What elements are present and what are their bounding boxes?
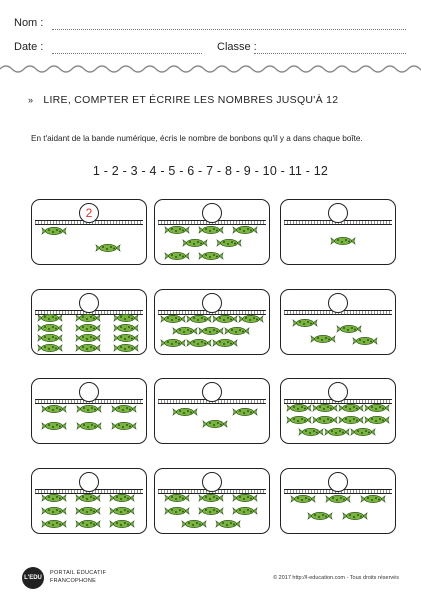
candy-icon [42, 494, 66, 501]
candy-icon [161, 315, 185, 322]
nom-label: Nom : [14, 17, 44, 29]
brand-text [50, 569, 106, 585]
candy-icon [343, 512, 367, 519]
candy-box [31, 468, 147, 534]
candy-icon [76, 324, 100, 331]
candy-icon [38, 324, 62, 331]
candy-box [154, 199, 270, 265]
candy-icon [203, 420, 227, 427]
candy-box [154, 289, 270, 355]
candy-icon [287, 416, 311, 423]
candy-group [155, 469, 269, 533]
candy-box [31, 378, 147, 444]
candy-icon [114, 324, 138, 331]
candy-group [155, 379, 269, 443]
candy-group [281, 469, 395, 533]
candy-group [32, 469, 146, 533]
candy-icon [110, 507, 134, 514]
candy-icon [165, 226, 189, 233]
candy-icon [199, 252, 223, 259]
candy-icon [339, 404, 363, 411]
candy-icon [331, 237, 355, 244]
brand-line-1: PORTAIL ÉDUCATIF [50, 570, 107, 576]
candy-icon [216, 520, 240, 527]
candy-icon [337, 325, 361, 332]
candy-icon [76, 344, 100, 351]
candy-icon [165, 494, 189, 501]
candy-icon [42, 405, 66, 412]
candy-icon [96, 244, 120, 251]
candy-icon [38, 344, 62, 351]
candy-icon [325, 428, 349, 435]
candy-icon [313, 404, 337, 411]
candy-icon [339, 416, 363, 423]
candy-icon [293, 319, 317, 326]
candy-icon [76, 334, 100, 341]
candy-box [154, 378, 270, 444]
candy-icon [114, 344, 138, 351]
candy-icon [217, 239, 241, 246]
candy-icon [351, 428, 375, 435]
candy-icon [182, 520, 206, 527]
candy-icon [311, 335, 335, 342]
candy-icon [76, 507, 100, 514]
candy-icon [199, 226, 223, 233]
candy-icon [165, 252, 189, 259]
classe-field[interactable] [254, 53, 406, 54]
candy-group [155, 290, 269, 354]
double-chevron-icon: » [28, 95, 34, 105]
candy-icon [112, 405, 136, 412]
candy-box [154, 468, 270, 534]
candy-group [281, 379, 395, 443]
candy-icon [308, 512, 332, 519]
candy-icon [287, 404, 311, 411]
candy-box [280, 199, 396, 265]
candy-icon [114, 334, 138, 341]
candy-icon [313, 416, 337, 423]
number-line: 1 - 2 - 3 - 4 - 5 - 6 - 7 - 8 - 9 - 10 - 11 - 12 [92, 164, 329, 178]
candy-icon [42, 227, 66, 234]
candy-icon [187, 339, 211, 346]
classe-label: Classe : [217, 41, 257, 53]
candy-icon [76, 314, 100, 321]
candy-icon [173, 408, 197, 415]
candy-icon [233, 408, 257, 415]
candy-icon [233, 507, 257, 514]
exercise-title-text: LIRE, COMPTER ET ÉCRIRE LES NOMBRES JUSQU'À 12 [43, 94, 339, 106]
candy-icon [110, 520, 134, 527]
candy-icon [76, 520, 100, 527]
candy-icon [365, 416, 389, 423]
candy-group [32, 379, 146, 443]
candy-icon [199, 327, 223, 334]
candy-icon [299, 428, 323, 435]
candy-icon [239, 315, 263, 322]
candy-icon [233, 226, 257, 233]
ledu-logo: L'EDU [22, 567, 44, 589]
candy-box [31, 199, 147, 265]
candy-icon [42, 422, 66, 429]
candy-group [155, 200, 269, 264]
candy-icon [76, 494, 100, 501]
candy-group [32, 290, 146, 354]
brand-line-2: FRANCOPHONE [50, 578, 97, 584]
candy-box [31, 289, 147, 355]
candy-icon [114, 314, 138, 321]
candy-icon [326, 495, 350, 502]
candy-icon [183, 239, 207, 246]
candy-icon [213, 339, 237, 346]
candy-group [32, 200, 146, 264]
candy-icon [361, 495, 385, 502]
answer-circle[interactable]: 2 [79, 203, 99, 223]
nom-field[interactable] [52, 29, 406, 30]
candy-box [280, 289, 396, 355]
candy-icon [77, 405, 101, 412]
candy-icon [110, 494, 134, 501]
candy-icon [199, 507, 223, 514]
candy-icon [77, 422, 101, 429]
candy-icon [353, 337, 377, 344]
candy-box [280, 468, 396, 534]
candy-icon [161, 339, 185, 346]
date-label: Date : [14, 41, 44, 53]
date-field[interactable] [52, 53, 202, 54]
wavy-divider [0, 62, 421, 76]
candy-icon [291, 495, 315, 502]
candy-group [281, 200, 395, 264]
candy-icon [38, 334, 62, 341]
exercise-title [28, 94, 338, 106]
candy-icon [365, 404, 389, 411]
candy-icon [173, 327, 197, 334]
candy-group [281, 290, 395, 354]
candy-icon [199, 494, 223, 501]
candy-icon [213, 315, 237, 322]
candy-icon [187, 315, 211, 322]
candy-icon [233, 494, 257, 501]
candy-icon [42, 520, 66, 527]
candy-box [280, 378, 396, 444]
candy-icon [225, 327, 249, 334]
copyright-text: © 2017 http://l-education.com - Tous droits réservés [273, 575, 399, 581]
candy-icon [42, 507, 66, 514]
candy-icon [38, 314, 62, 321]
instruction-text: En t'aidant de la bande numérique, écris le nombre de bonbons qu'il y a dans chaque boîte. [31, 134, 363, 143]
candy-icon [165, 507, 189, 514]
candy-icon [112, 422, 136, 429]
